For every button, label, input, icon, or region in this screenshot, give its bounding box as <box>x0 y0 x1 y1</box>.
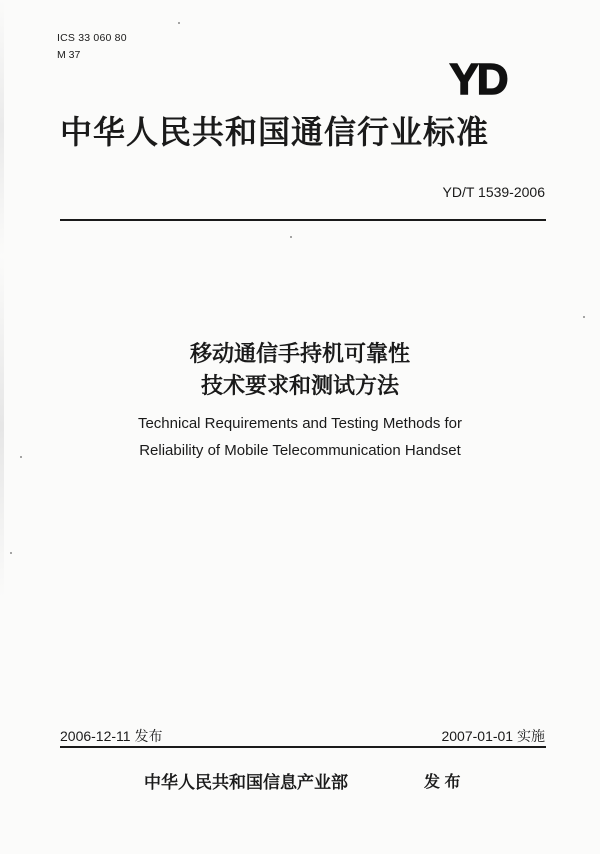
industry-standard-title: 中华人民共和国通信行业标准 <box>60 114 490 150</box>
standard-number: YD/T 1539-2006 <box>442 184 545 200</box>
classification-code: M 37 <box>57 49 81 61</box>
footer-divider <box>60 746 546 748</box>
scan-speck <box>10 552 12 554</box>
header-divider <box>60 219 546 221</box>
issue-date: 2006-12-11 发布 <box>60 728 163 744</box>
document-title-en-line1: Technical Requirements and Testing Methods for <box>137 415 463 432</box>
document-title-cn-line2: 技术要求和测试方法 <box>200 373 399 398</box>
implementation-date: 2007-01-01 实施 <box>441 728 545 744</box>
document-title-en-line2: Reliability of Mobile Telecommunication Handset <box>139 442 461 459</box>
scan-speck <box>290 236 292 238</box>
yd-logo <box>440 58 516 98</box>
scan-speck <box>178 22 180 24</box>
scan-speck <box>20 456 22 458</box>
issuer-action: 发 布 <box>424 774 461 791</box>
document-title-cn-line1: 移动通信手持机可靠性 <box>189 341 410 366</box>
yd-logo-text: YD <box>449 58 507 98</box>
ics-code: ICS 33 060 80 <box>57 32 127 44</box>
issuing-authority: 中华人民共和国信息产业部 <box>144 773 348 792</box>
scan-speck <box>583 316 585 318</box>
